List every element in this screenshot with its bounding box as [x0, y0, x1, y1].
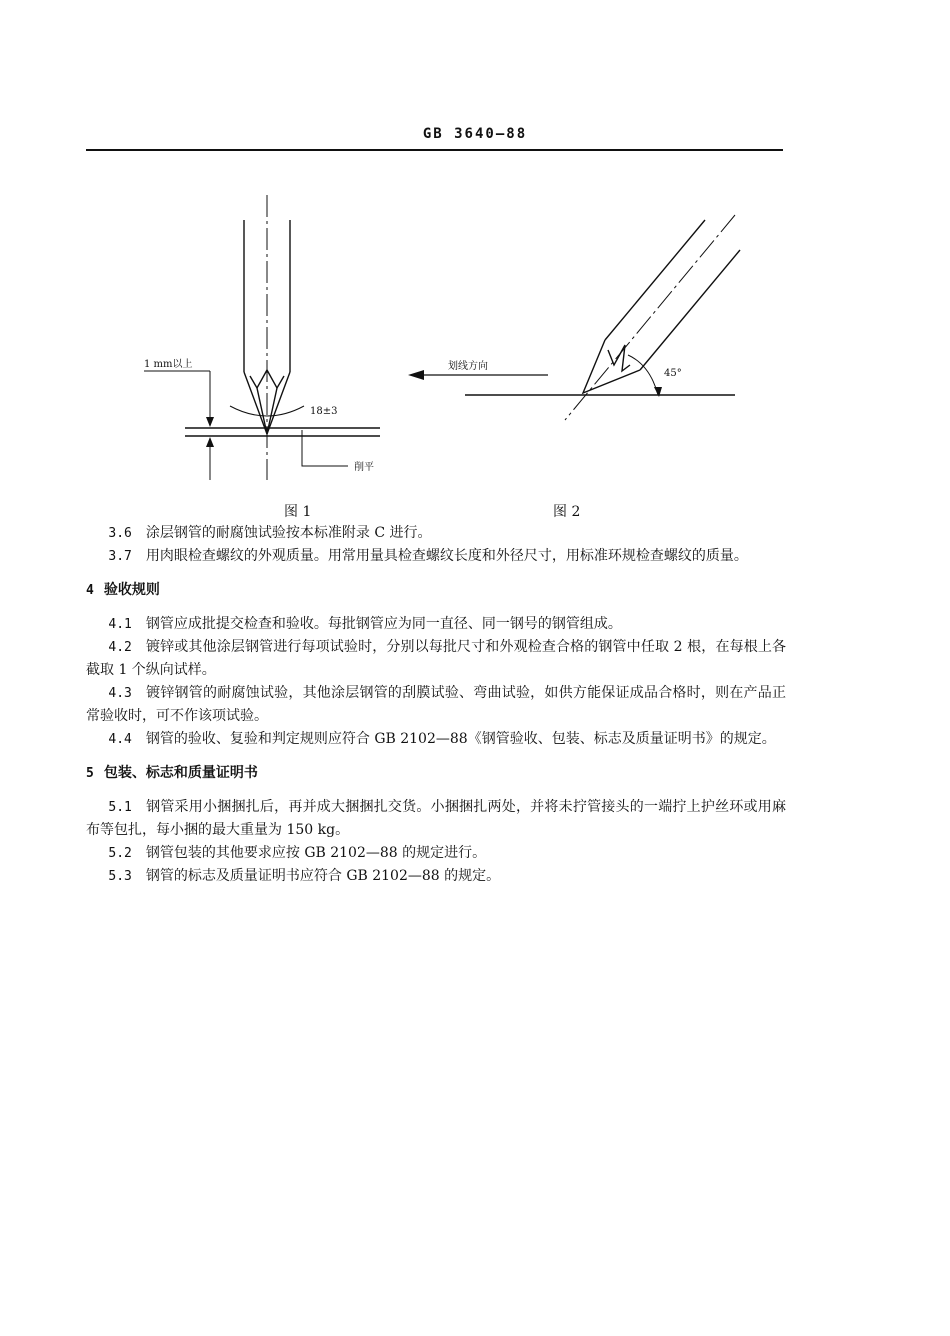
document-code-header: GB 3640—88 [422, 126, 528, 142]
figure-2-label-angle: 45° [664, 368, 682, 379]
figure-2-caption: 图 2 [553, 504, 581, 520]
scriber-tip [583, 340, 640, 393]
scriber-tip-inner [608, 345, 630, 371]
dimension-arrow-up [206, 437, 214, 447]
paragraph-3-6: 3.6 涂层钢管的耐腐蚀试验按本标准附录 C 进行。 [108, 525, 432, 541]
section-4-heading: 4 验收规则 [86, 582, 160, 598]
dimension-arrow-down [206, 417, 214, 427]
section-5-heading: 5 包装、标志和质量证明书 [86, 765, 258, 781]
figure-1-label-angle: 18±3 [310, 406, 338, 417]
paragraph-5-1: 5.1 钢管采用小捆捆扎后，再并成大捆捆扎交货。小捆捆扎两处，并将未拧管接头的一端拧上护丝环或用麻布等包扎，每小捆的最大重量为 150 kg。 [86, 799, 786, 838]
header-rule [86, 149, 783, 151]
paragraph-5-2: 5.2 钢管包装的其他要求应按 GB 2102—88 的规定进行。 [108, 845, 487, 861]
paragraph-5-3: 5.3 钢管的标志及质量证明书应符合 GB 2102—88 的规定。 [108, 868, 501, 884]
figure-1-label-top: 1 mm以上 [144, 359, 193, 370]
figure-1-caption: 图 1 [284, 504, 312, 520]
scriber-edge-upper [605, 220, 705, 340]
figure-1-drawing [130, 190, 400, 490]
paragraph-4-2: 4.2 镀锌或其他涂层钢管进行每项试验时，分别以每批尺寸和外观检查合格的钢管中任取 2 根，在每根上各截取 1 个纵向试样。 [86, 639, 786, 678]
document-body [86, 522, 786, 888]
figure-2-drawing [400, 215, 760, 430]
scriber-edge-lower [640, 250, 740, 370]
paragraph-3-7: 3.7 用肉眼检查螺纹的外观质量。用常用量具检查螺纹长度和外径尺寸，用标准环规检查螺纹的质量。 [108, 548, 748, 564]
figure-1-label-bottom: 削平 [354, 462, 374, 473]
paragraph-4-3: 4.3 镀锌钢管的耐腐蚀试验，其他涂层钢管的刮膜试验、弯曲试验，如供方能保证成品合格时，则在产品正常验收时，可不作该项试验。 [86, 685, 786, 724]
angle-arc [628, 355, 658, 395]
figure-2-label-direction: 划线方向 [448, 361, 488, 372]
paragraph-4-1: 4.1 钢管应成批提交检查和验收。每批钢管应为同一直径、同一钢号的钢管组成。 [108, 616, 622, 632]
direction-arrow-head [408, 370, 424, 380]
paragraph-4-4: 4.4 钢管的验收、复验和判定规则应符合 GB 2102—88《钢管验收、包装、标志及质量证明书》的规定。 [108, 731, 776, 747]
